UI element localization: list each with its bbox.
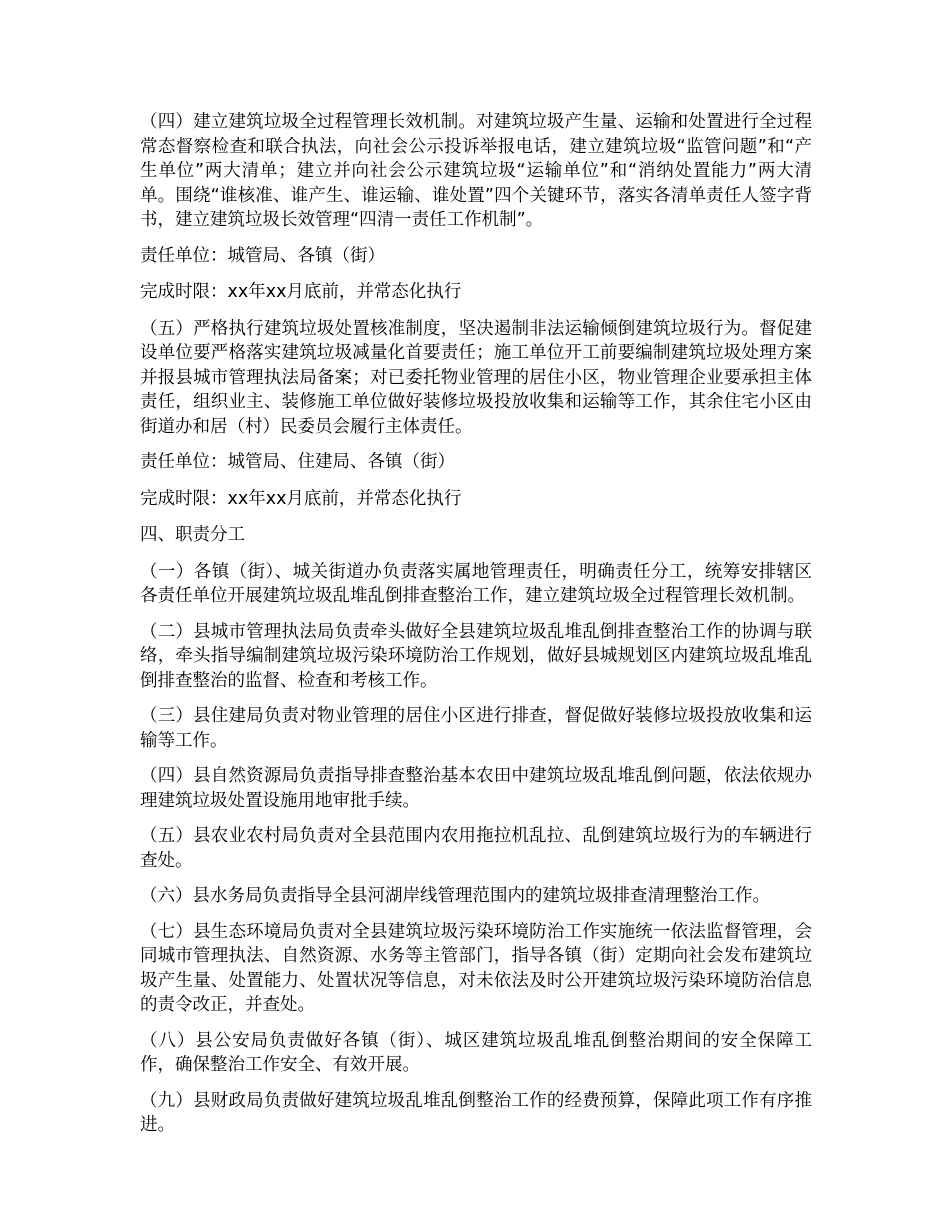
deadline-line: 完成时限：xx年xx月底前，并常态化执行 [140,488,462,509]
duty-item-9: （九）县财政局负责做好建筑垃圾乱堆乱倒整治工作的经费预算，保障此项工作有序推进。 [140,1090,812,1135]
duty-item-5: （五）县农业农村局负责对全县范围内农用拖拉机乱拉、乱倒建筑垃圾行为的车辆进行查处。 [140,826,812,871]
duty-item-7: （七）县生态环境局负责对全县建筑垃圾污染环境防治工作实施统一依法监督管理，会同城市管理执法、自然资源、水务等主管部门，指导各镇（街）定期向社会发布建筑垃圾产生量、处置能力、处置状况等信息，对未依法及时公开建筑垃圾污染环境防治信息的责令改正，并查处。 [140,921,812,1015]
duty-item-3: （三）县住建局负责对物业管理的居住小区进行排查，督促做好装修垃圾投放收集和运输等工作。 [140,706,812,751]
responsible-units-line: 责任单位：城管局、各镇（街） [140,245,385,266]
duty-item-8: （八）县公安局负责做好各镇（街）、城区建筑垃圾乱堆乱倒整治期间的安全保障工作，确保整治工作安全、有效开展。 [140,1030,812,1075]
deadline-line: 完成时限：xx年xx月底前，并常态化执行 [140,282,462,302]
duty-item-2: （二）县城市管理执法局负责牵头做好全县建筑垃圾乱堆乱倒排查整治工作的协调与联络，牵头指导编制建筑垃圾污染环境防治工作规划，做好县城规划区内建筑垃圾乱堆乱倒排查整治的监督、检查和考核工作。 [140,621,812,691]
duty-item-1: （一）各镇（街）、城关街道办负责落实属地管理责任，明确责任分工，统筹安排辖区各责任单位开展建筑垃圾乱堆乱倒排查整治工作，建立建筑垃圾全过程管理长效机制。 [140,561,812,606]
duty-item-4: （四）县自然资源局负责指导排查整治基本农田中建筑垃圾乱堆乱倒问题，依法依规办理建筑垃圾处置设施用地审批手续。 [140,766,812,811]
document-page [140,110,812,1149]
paragraph-item-4-long-term-mechanism: （四）建立建筑垃圾全过程管理长效机制。对建筑垃圾产生量、运输和处置进行全过程常态督察检查和联合执法，向社会公示投诉举报电话，建立建筑垃圾“监管问题”和“产生单位”两大清单；建立并向社会公示建筑垃圾“运输单位”和“消纳处置能力”两大清单。围绕“谁核准、谁产生、谁运输、谁处置”四个关键环节，落实各清单责任人签字背书，建立建筑垃圾长效管理“四清一责任工作机制”。 [140,112,812,230]
duty-item-6: （六）县水务局负责指导全县河湖岸线管理范围内的建筑垃圾排查清理整治工作。 [140,886,770,906]
responsible-units-line: 责任单位：城管局、住建局、各镇（街） [140,452,455,472]
section-heading: 四、职责分工 [140,525,245,545]
paragraph-item-5-disposal-approval: （五）严格执行建筑垃圾处置核准制度，坚决遏制非法运输倾倒建筑垃圾行为。督促建设单位要严格落实建筑垃圾减量化首要责任；施工单位开工前要编制建筑垃圾处理方案并报县城市管理执法局备案；对已委托物业管理的居住小区，物业管理企业要承担主体责任，组织业主、装修施工单位做好装修垃圾投放收集和运输等工作，其余住宅小区由街道办和居（村）民委员会履行主体责任。 [140,318,812,437]
